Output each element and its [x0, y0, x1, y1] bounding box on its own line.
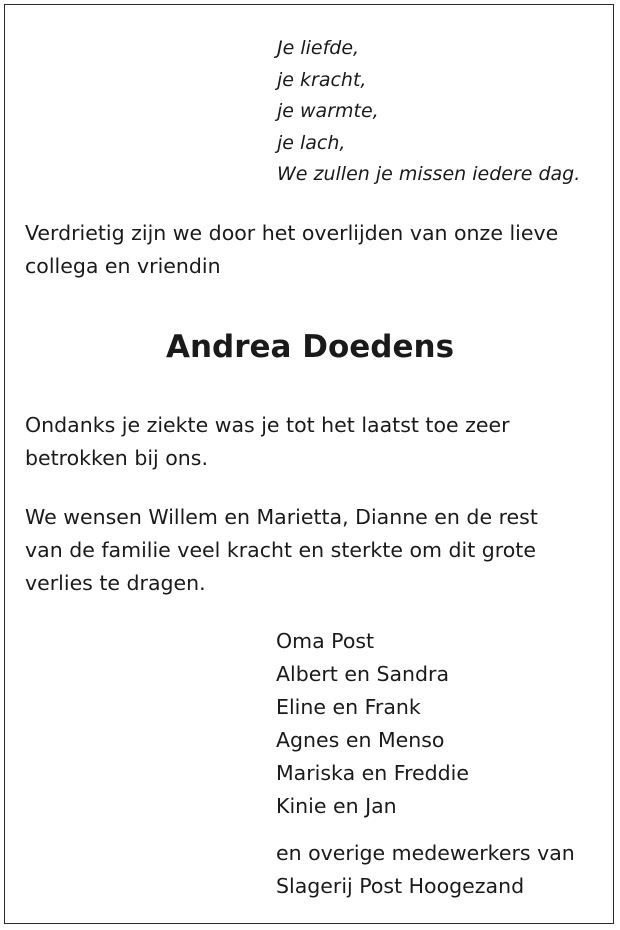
signer: Kinie en Jan: [276, 794, 397, 818]
signer: Oma Post: [276, 629, 375, 653]
closing-line: Slagerij Post Hoogezand: [276, 874, 525, 898]
poem: [277, 33, 580, 191]
signer: Eline en Frank: [276, 695, 421, 719]
wishes-line: verlies te dragen.: [25, 571, 206, 595]
intro-line: collega en vriendin: [25, 254, 221, 278]
poem-line: je kracht,: [277, 68, 367, 91]
message-line: betrokken bij ons.: [25, 446, 208, 470]
message-line: Ondanks je ziekte was je tot het laatst toe zeer: [25, 413, 510, 437]
signer: Mariska en Freddie: [276, 761, 469, 785]
wishes-line: We wensen Willem en Marietta, Dianne en de rest: [25, 505, 538, 529]
deceased-name: Andrea Doedens: [165, 329, 455, 365]
poem-line: We zullen je missen iedere dag.: [277, 163, 581, 185]
closing-line: en overige medewerkers van: [276, 841, 575, 865]
obituary-card: [4, 4, 614, 924]
intro-paragraph: [25, 217, 603, 283]
signer: Agnes en Menso: [276, 728, 445, 752]
poem-line: je warmte,: [277, 100, 379, 122]
poem-line: je lach,: [277, 131, 346, 154]
signer: Albert en Sandra: [276, 662, 450, 686]
intro-line: Verdrietig zijn we door het overlijden van onze lieve: [25, 221, 559, 245]
message-paragraph: [25, 409, 603, 475]
wishes-paragraph: [25, 501, 603, 600]
closing-signature: [276, 837, 575, 903]
poem-line: Je liefde,: [277, 37, 360, 59]
wishes-line: van de familie veel kracht en sterkte om dit grote: [25, 538, 536, 562]
signers-list: [276, 625, 469, 823]
